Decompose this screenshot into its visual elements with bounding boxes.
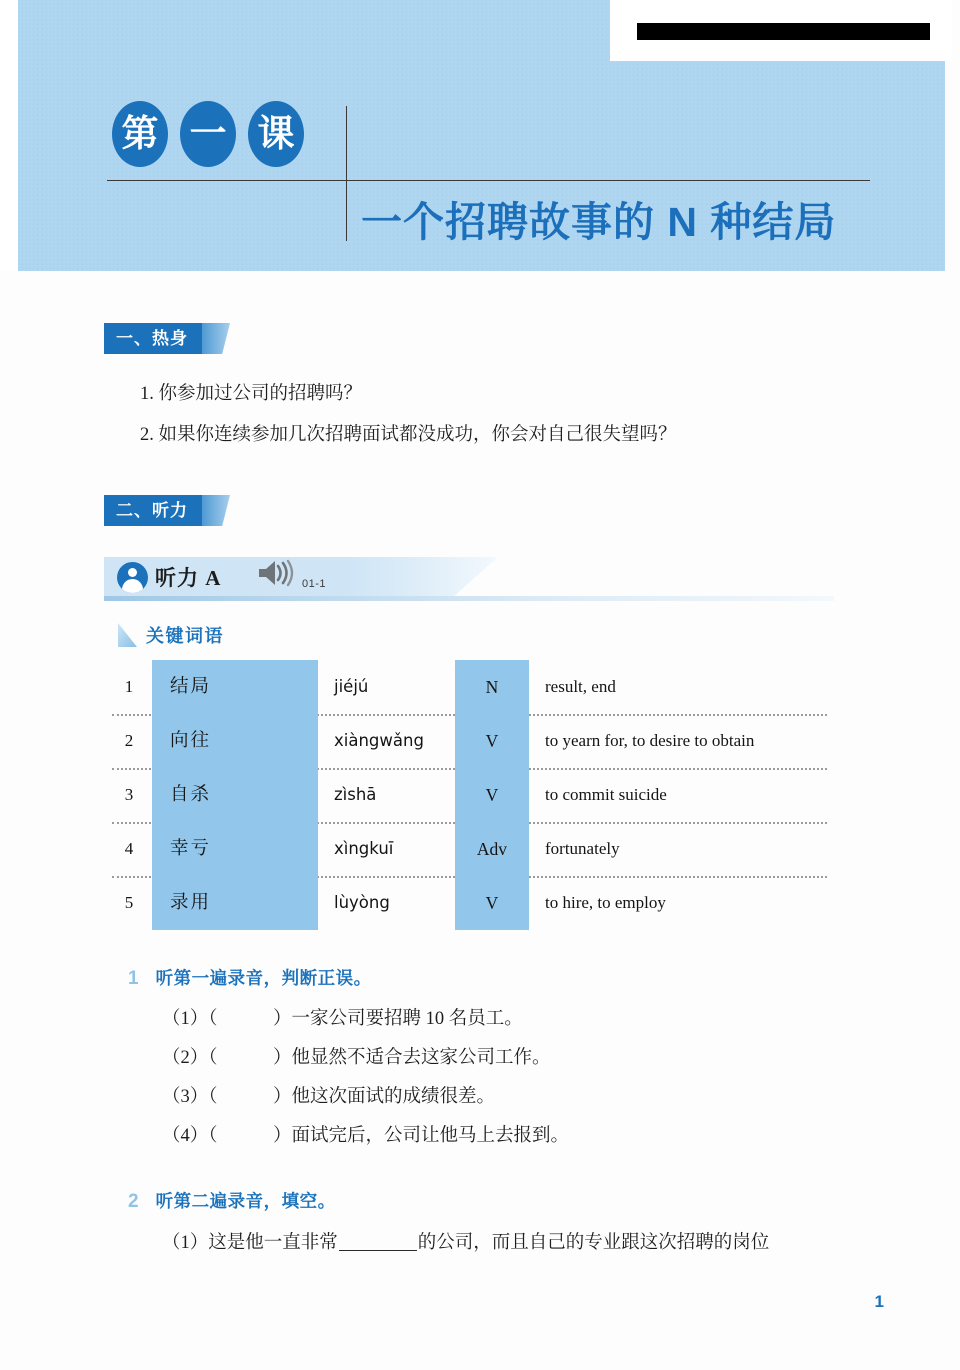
exercise-1-heading bbox=[128, 965, 372, 990]
exercise-1-number: 1 bbox=[128, 968, 139, 989]
vocab-word: 向往 bbox=[152, 714, 318, 768]
header-horizontal-rule bbox=[107, 180, 870, 181]
table-row bbox=[112, 768, 832, 822]
warmup-question-list bbox=[140, 374, 677, 456]
person-icon-head bbox=[128, 568, 137, 577]
table-row bbox=[112, 822, 832, 876]
lesson-title: 一个招聘故事的 N 种结局 bbox=[361, 199, 837, 245]
listening-person-icon bbox=[117, 562, 148, 593]
vocab-word: 结局 bbox=[152, 660, 318, 714]
vocab-word: 自杀 bbox=[152, 768, 318, 822]
vocab-pinyin: jiéjú bbox=[334, 677, 369, 696]
table-row bbox=[112, 714, 832, 768]
audio-track-number: 01-1 bbox=[302, 578, 327, 590]
list-item[interactable]: （2）（ ）他显然不适合去这家公司工作。 bbox=[162, 1048, 551, 1068]
exercise-2-item-suffix: 的公司，而且自己的专业跟这次招聘的岗位 bbox=[417, 1233, 770, 1253]
exercise-2-heading bbox=[128, 1188, 336, 1213]
exercise-2-number: 2 bbox=[128, 1191, 139, 1212]
table-row bbox=[112, 876, 832, 930]
vocab-pinyin: xìngkuī bbox=[334, 839, 394, 858]
vocab-pinyin: zìshā bbox=[334, 785, 377, 804]
vocabulary-table bbox=[112, 660, 832, 930]
listening-a-label: 听力 A bbox=[155, 566, 222, 590]
exercise-2-item-prefix: （1）这是他一直非常 bbox=[162, 1233, 338, 1253]
triangle-flag-icon bbox=[118, 623, 137, 647]
vocab-index: 4 bbox=[124, 839, 134, 858]
vocab-pinyin: lùyòng bbox=[334, 893, 390, 912]
section-banner-warmup-label: 一、热身 bbox=[104, 323, 202, 354]
section-banner-warmup bbox=[104, 323, 230, 354]
vocab-pos: V bbox=[455, 768, 529, 822]
vocab-pos: Adv bbox=[455, 822, 529, 876]
vocab-word: 录用 bbox=[152, 876, 318, 930]
keyword-section-head bbox=[118, 622, 224, 648]
vocab-pinyin: xiàngwǎng bbox=[334, 731, 424, 750]
vocab-pos: V bbox=[455, 876, 529, 930]
vocab-index: 3 bbox=[124, 785, 134, 804]
vocab-definition: to yearn for, to desire to obtain bbox=[545, 731, 755, 750]
vocab-definition: to hire, to employ bbox=[545, 893, 666, 912]
section-banner-warmup-tail bbox=[202, 323, 230, 354]
vocab-pos: V bbox=[455, 714, 529, 768]
section-banner-listening bbox=[104, 495, 230, 526]
warmup-question-1: 1. 你参加过公司的招聘吗？ bbox=[140, 384, 363, 404]
vocab-pos: N bbox=[455, 660, 529, 714]
vocab-definition: fortunately bbox=[545, 839, 620, 858]
exercise-2-items bbox=[162, 1224, 769, 1263]
lesson-badge-ke: 课 bbox=[248, 101, 304, 167]
section-banner-listening-label: 二、听力 bbox=[104, 495, 202, 526]
list-item[interactable] bbox=[162, 1224, 769, 1263]
speaker-icon[interactable] bbox=[256, 558, 296, 588]
section-banner-listening-tail bbox=[202, 495, 230, 526]
vocab-definition: result, end bbox=[545, 677, 616, 696]
list-item[interactable]: （4）（ ）面试完后，公司让他马上去报到。 bbox=[162, 1126, 570, 1146]
fill-in-blank[interactable] bbox=[339, 1250, 417, 1251]
listening-a-underline bbox=[104, 596, 834, 601]
exercise-1-items bbox=[162, 1000, 569, 1156]
vocab-definition: to commit suicide bbox=[545, 785, 667, 804]
vocab-index: 1 bbox=[124, 677, 134, 696]
vocab-word: 幸亏 bbox=[152, 822, 318, 876]
exercise-1-title: 听第一遍录音，判断正误。 bbox=[155, 968, 372, 988]
keyword-section-label: 关键词语 bbox=[146, 626, 224, 646]
lesson-badge-di: 第 bbox=[112, 101, 168, 167]
lesson-number-badges bbox=[112, 101, 304, 167]
lesson-badge-yi: 一 bbox=[180, 101, 236, 167]
person-icon-body bbox=[122, 579, 143, 593]
vocab-index: 2 bbox=[124, 731, 134, 750]
page-number: 1 bbox=[874, 1292, 884, 1311]
redaction-bar bbox=[637, 23, 930, 40]
header-vertical-rule bbox=[346, 106, 347, 241]
header-band-left-notch bbox=[0, 0, 18, 271]
list-item[interactable]: （1）（ ）一家公司要招聘 10 名员工。 bbox=[162, 1009, 523, 1029]
table-row bbox=[112, 660, 832, 714]
exercise-2-title: 听第二遍录音，填空。 bbox=[155, 1191, 336, 1211]
warmup-question-2: 2. 如果你连续参加几次招聘面试都没成功，你会对自己很失望吗？ bbox=[140, 425, 677, 445]
vocab-index: 5 bbox=[124, 893, 134, 912]
list-item[interactable]: （3）（ ）他这次面试的成绩很差。 bbox=[162, 1087, 496, 1107]
